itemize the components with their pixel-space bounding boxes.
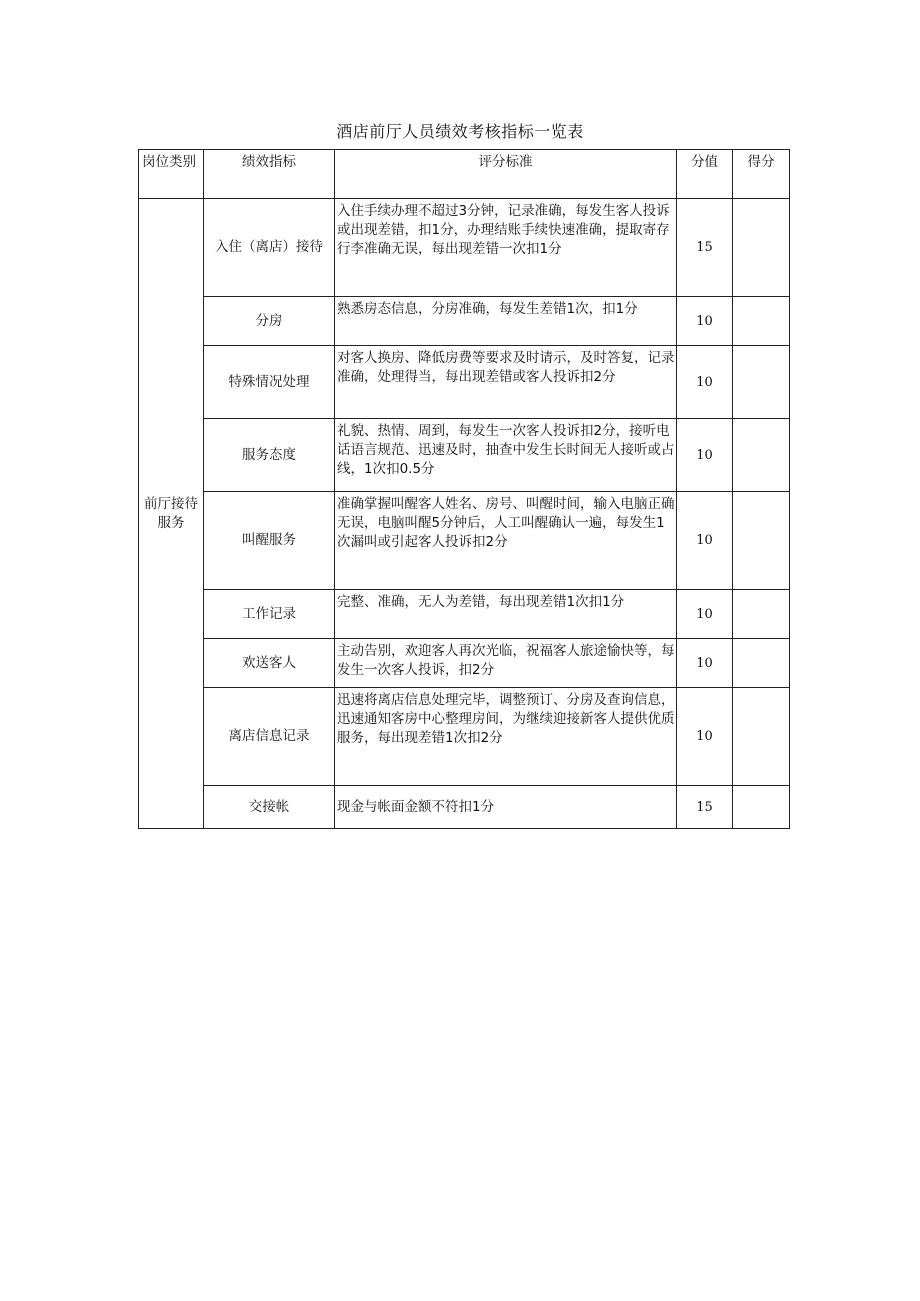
- header-row: [139, 150, 790, 199]
- category-cell: 前厅接待服务: [139, 199, 204, 829]
- table-row: [139, 492, 790, 590]
- criteria-cell: 熟悉房态信息，分房准确，每发生差错1次，扣1分: [335, 297, 677, 346]
- header-score: 得分: [733, 150, 790, 199]
- criteria-cell: 主动告别，欢迎客人再次光临，祝福客人旅途愉快等，每发生一次客人投诉，扣2分: [335, 639, 677, 688]
- indicator-cell: 工作记录: [204, 590, 335, 639]
- score-cell[interactable]: [733, 786, 790, 829]
- indicator-cell: 服务态度: [204, 419, 335, 492]
- score-cell[interactable]: [733, 639, 790, 688]
- score-cell[interactable]: [733, 199, 790, 297]
- indicator-cell: 交接帐: [204, 786, 335, 829]
- points-cell: 10: [677, 419, 733, 492]
- indicator-cell: 离店信息记录: [204, 688, 335, 786]
- points-cell: 15: [677, 199, 733, 297]
- points-cell: 10: [677, 688, 733, 786]
- points-cell: 10: [677, 346, 733, 419]
- score-cell[interactable]: [733, 492, 790, 590]
- indicator-cell: 特殊情况处理: [204, 346, 335, 419]
- kpi-table: [138, 149, 790, 829]
- header-category: 岗位类别: [139, 150, 204, 199]
- indicator-cell: 入住（离店）接待: [204, 199, 335, 297]
- table-row: [139, 590, 790, 639]
- header-points: 分值: [677, 150, 733, 199]
- points-cell: 10: [677, 639, 733, 688]
- table-row: [139, 419, 790, 492]
- indicator-cell: 分房: [204, 297, 335, 346]
- criteria-cell: 现金与帐面金额不符扣1分: [335, 786, 677, 829]
- table-row: [139, 688, 790, 786]
- score-cell[interactable]: [733, 297, 790, 346]
- table-row: [139, 199, 790, 297]
- criteria-cell: 准确掌握叫醒客人姓名、房号、叫醒时间，输入电脑正确无误，电脑叫醒5分钟后，人工叫醒确认一遍，每发生1次漏叫或引起客人投诉扣2分: [335, 492, 677, 590]
- indicator-cell: 欢送客人: [204, 639, 335, 688]
- header-indicator: 绩效指标: [204, 150, 335, 199]
- criteria-cell: 入住手续办理不超过3分钟，记录准确，每发生客人投诉或出现差错，扣1分，办理结账手续快速准确，提取寄存行李准确无误，每出现差错一次扣1分: [335, 199, 677, 297]
- page-title: 酒店前厅人员绩效考核指标一览表: [336, 122, 584, 141]
- score-cell[interactable]: [733, 688, 790, 786]
- points-cell: 15: [677, 786, 733, 829]
- score-cell[interactable]: [733, 590, 790, 639]
- header-criteria: 评分标准: [335, 150, 677, 199]
- criteria-cell: 对客人换房、降低房费等要求及时请示，及时答复，记录准确，处理得当，每出现差错或客人投诉扣2分: [335, 346, 677, 419]
- score-cell[interactable]: [733, 346, 790, 419]
- criteria-cell: 完整、准确，无人为差错，每出现差错1次扣1分: [335, 590, 677, 639]
- points-cell: 10: [677, 590, 733, 639]
- criteria-cell: 礼貌、热情、周到，每发生一次客人投诉扣2分，接听电话语言规范、迅速及时，抽查中发生长时间无人接听或占线，1次扣0.5分: [335, 419, 677, 492]
- indicator-cell: 叫醒服务: [204, 492, 335, 590]
- points-cell: 10: [677, 297, 733, 346]
- points-cell: 10: [677, 492, 733, 590]
- table-row: [139, 297, 790, 346]
- table-row: [139, 786, 790, 829]
- criteria-cell: 迅速将离店信息处理完毕，调整预订、分房及查询信息，迅速通知客房中心整理房间，为继续迎接新客人提供优质服务，每出现差错1次扣2分: [335, 688, 677, 786]
- table-row: [139, 639, 790, 688]
- table-row: [139, 346, 790, 419]
- score-cell[interactable]: [733, 419, 790, 492]
